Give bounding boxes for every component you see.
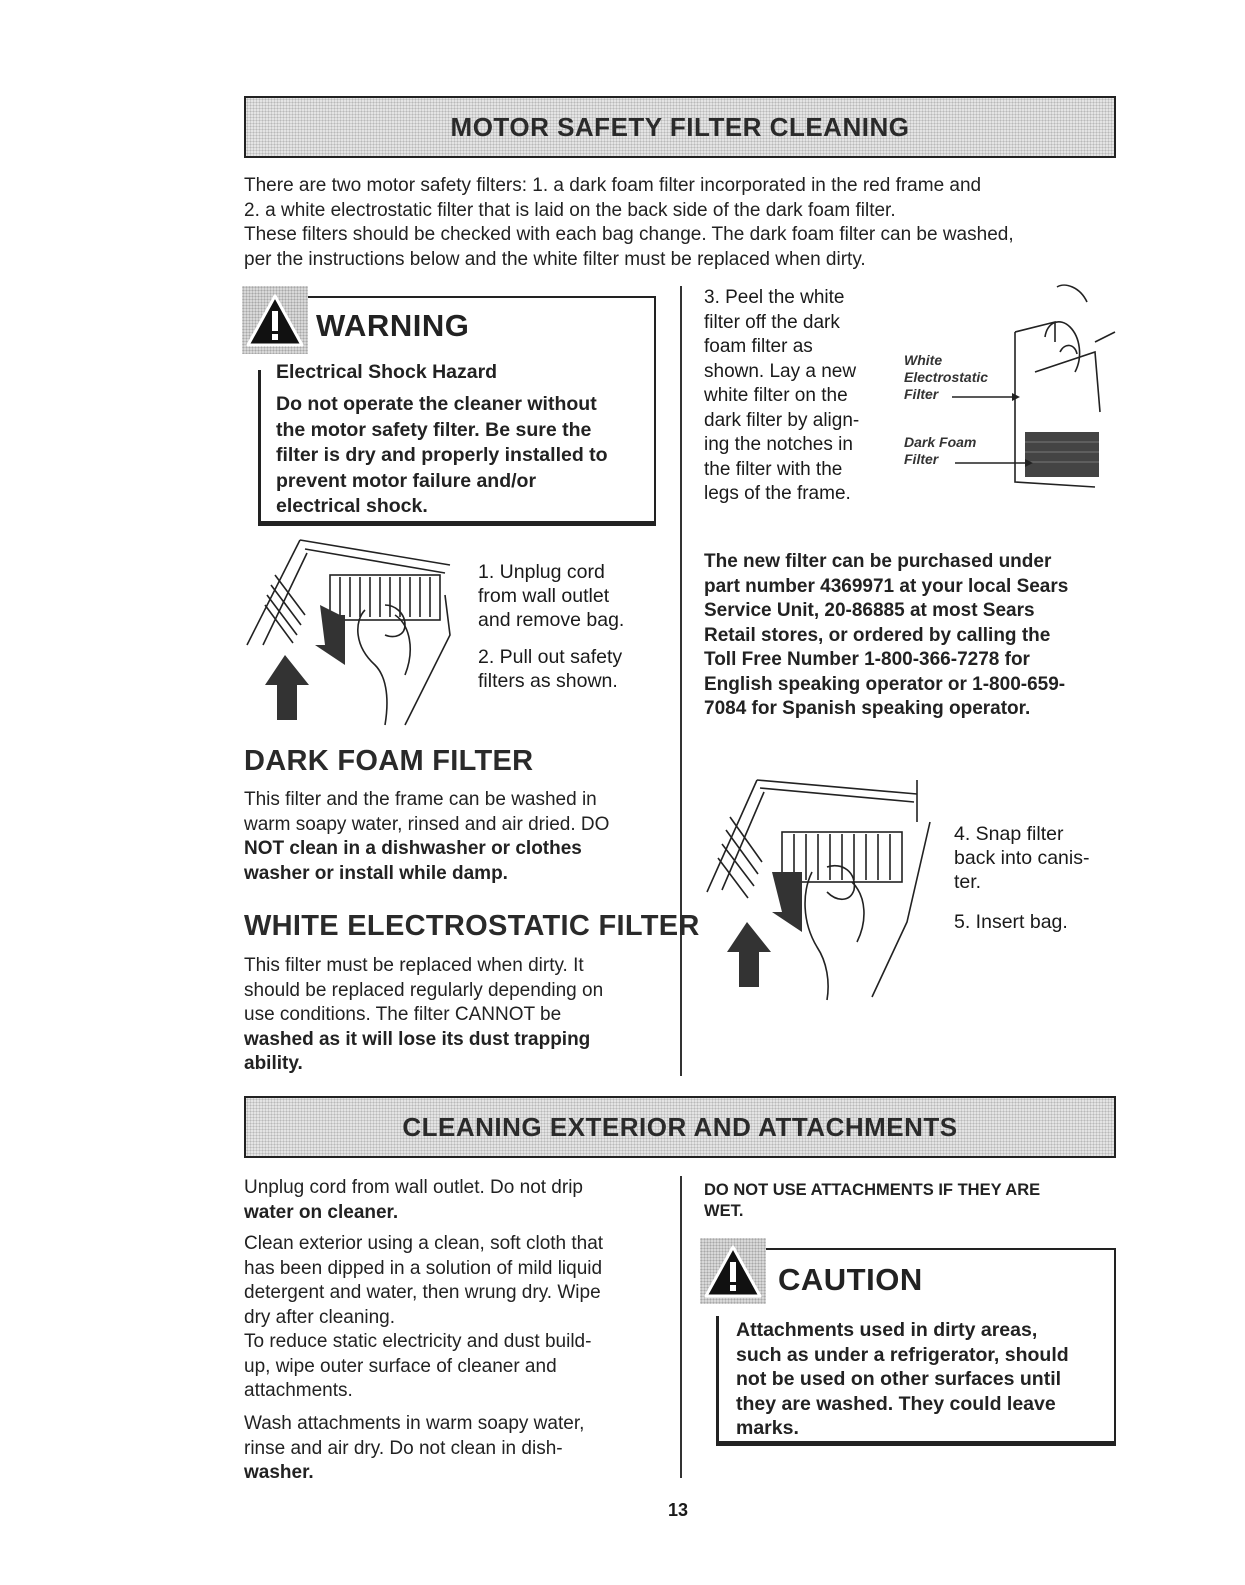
dark-label-line: Filter (904, 451, 939, 467)
step3-line: shown. Lay a new (704, 360, 857, 382)
caution-line: marks. (736, 1417, 799, 1439)
warning-icon-background (242, 286, 308, 354)
caution-icon-background (700, 1238, 766, 1304)
warning-line: the motor safety filter. Be sure the (276, 418, 592, 441)
purchase-line: Toll Free Number 1-800-366-7278 for (704, 649, 1030, 670)
purchase-line: English speaking operator or 1-800-659- (704, 673, 1066, 695)
step3-line: dark filter by align- (704, 409, 860, 431)
white-filter-line: use conditions. The filter CANNOT be (244, 1004, 562, 1025)
wet-note-line: DO NOT USE ATTACHMENTS IF THEY ARE (704, 1181, 1041, 1199)
dark-label-line: Dark Foam (904, 434, 977, 450)
step-3-text (704, 286, 859, 507)
dark-foam-line: washer or install while damp. (244, 862, 508, 884)
white-filter-pointer-arrow (952, 392, 1022, 402)
step3-line: white filter on the (704, 385, 848, 406)
warning-triangle-icon (245, 293, 305, 349)
warning-line: Do not operate the cleaner without (276, 393, 597, 415)
dark-foam-line: NOT clean in a dishwasher or clothes (244, 838, 582, 859)
caution-body (736, 1318, 1106, 1441)
purchase-line: Retail stores, or ordered by calling the (704, 624, 1051, 646)
step1-line: and remove bag. (478, 609, 625, 631)
caution-line: they are washed. They could leave (736, 1392, 1056, 1415)
wet-note-line: WET. (704, 1202, 744, 1220)
exterior-p2-line: dry after cleaning. (244, 1306, 396, 1328)
white-filter-line: washed as it will lose its dust trapping (244, 1028, 591, 1050)
intro-line: These filters should be checked with each bag change. The dark foam filter can be washed, (244, 224, 1014, 245)
illustration-snap-filter (702, 772, 942, 1002)
exterior-p3-line: attachments. (244, 1380, 353, 1401)
column-divider (680, 1176, 682, 1478)
exterior-p3-line: up, wipe outer surface of cleaner and (244, 1355, 557, 1377)
exterior-section-banner (244, 1096, 1116, 1158)
white-filter-text (244, 954, 674, 1077)
step4-line: back into canis- (954, 847, 1090, 869)
exterior-p3-line: To reduce static electricity and dust build- (244, 1331, 592, 1352)
exterior-p4-line: washer. (244, 1462, 314, 1483)
exterior-p4-line: rinse and air dry. Do not clean in dish- (244, 1437, 563, 1459)
white-label-line: White (904, 352, 943, 368)
step3-line: the filter with the (704, 458, 843, 480)
motor-section-title: MOTOR SAFETY FILTER CLEANING (450, 111, 910, 142)
warning-line: electrical shock. (276, 495, 428, 517)
exterior-p1-line: Unplug cord from wall outlet. Do not drip (244, 1177, 583, 1198)
white-filter-line: ability. (244, 1053, 303, 1074)
step4-line: ter. (954, 871, 982, 893)
attachments-wet-note (704, 1180, 1040, 1222)
white-filter-line: should be replaced regularly depending on (244, 979, 604, 1001)
column-divider (680, 286, 682, 1076)
warning-body (276, 392, 646, 520)
white-filter-line: This filter must be replaced when dirty. It (244, 955, 584, 976)
step3-line: legs of the frame. (704, 483, 851, 504)
step2-line: 2. Pull out safety (478, 646, 623, 668)
exterior-p1 (244, 1176, 674, 1225)
dark-filter-pointer-arrow (955, 458, 1035, 468)
white-label-line: Electrostatic (904, 369, 989, 385)
exterior-p4-line: Wash attachments in warm soapy water, (244, 1413, 585, 1434)
exterior-p2-line: Clean exterior using a clean, soft cloth that (244, 1233, 604, 1254)
intro-line: 2. a white electrostatic filter that is laid on the back side of the dark foam filter. (244, 199, 896, 221)
step3-line: ing the notches in (704, 434, 853, 455)
warning-subtitle: Electrical Shock Hazard (276, 361, 498, 383)
intro-line: per the instructions below and the white filter must be replaced when dirty. (244, 248, 866, 270)
step3-line: 3. Peel the white (704, 287, 845, 308)
purchase-line: 7084 for Spanish speaking operator. (704, 698, 1031, 719)
dark-foam-heading: DARK FOAM FILTER (244, 745, 534, 777)
motor-intro (244, 174, 1124, 272)
caution-line: such as under a refrigerator, should (736, 1343, 1069, 1366)
step1-line: from wall outlet (478, 585, 610, 607)
illustration-pull-filters (245, 535, 470, 725)
white-filter-heading: WHITE ELECTROSTATIC FILTER (244, 910, 700, 942)
exterior-p2-line: detergent and water, then wrung dry. Wipe (244, 1282, 601, 1303)
purchase-info (704, 550, 1114, 722)
purchase-line: Service Unit, 20-86885 at most Sears (704, 600, 1035, 621)
step-1-text (478, 560, 624, 632)
dark-foam-line: warm soapy water, rinsed and air dried. DO (244, 813, 610, 835)
intro-line: There are two motor safety filters: 1. a dark foam filter incorporated in the red frame and (244, 175, 982, 196)
exterior-p3 (244, 1330, 674, 1404)
step-2-text (478, 645, 622, 693)
page-number: 13 (668, 1500, 689, 1520)
step-5-text (954, 910, 1068, 934)
dark-foam-text (244, 788, 674, 886)
step2-line: filters as shown. (478, 670, 618, 692)
step1-line: 1. Unplug cord (478, 561, 605, 583)
step4-line: 4. Snap filter (954, 823, 1064, 845)
step5-line: 5. Insert bag. (954, 911, 1068, 933)
step3-line: filter off the dark (704, 311, 840, 333)
warning-line: filter is dry and properly installed to (276, 444, 608, 466)
dark-foam-line: This filter and the frame can be washed in (244, 789, 597, 810)
exterior-section-title: CLEANING EXTERIOR AND ATTACHMENTS (402, 1111, 958, 1142)
motor-section-banner (244, 96, 1116, 158)
exterior-p2 (244, 1232, 674, 1330)
caution-line: not be used on other surfaces until (736, 1368, 1062, 1390)
purchase-line: The new filter can be purchased under (704, 551, 1052, 572)
warning-line: prevent motor failure and/or (276, 469, 537, 492)
caution-triangle-icon (703, 1244, 763, 1300)
step3-line: foam filter as (704, 336, 813, 357)
purchase-line: part number 4369971 at your local Sears (704, 575, 1069, 597)
white-label-line: Filter (904, 386, 939, 402)
warning-word: WARNING (316, 308, 470, 343)
caution-word: CAUTION (778, 1262, 923, 1297)
exterior-p1-line: water on cleaner. (244, 1201, 399, 1223)
step-4-text (954, 822, 1089, 894)
exterior-p2-line: has been dipped in a solution of mild liquid (244, 1257, 603, 1279)
caution-line: Attachments used in dirty areas, (736, 1319, 1038, 1341)
exterior-p4 (244, 1412, 674, 1486)
